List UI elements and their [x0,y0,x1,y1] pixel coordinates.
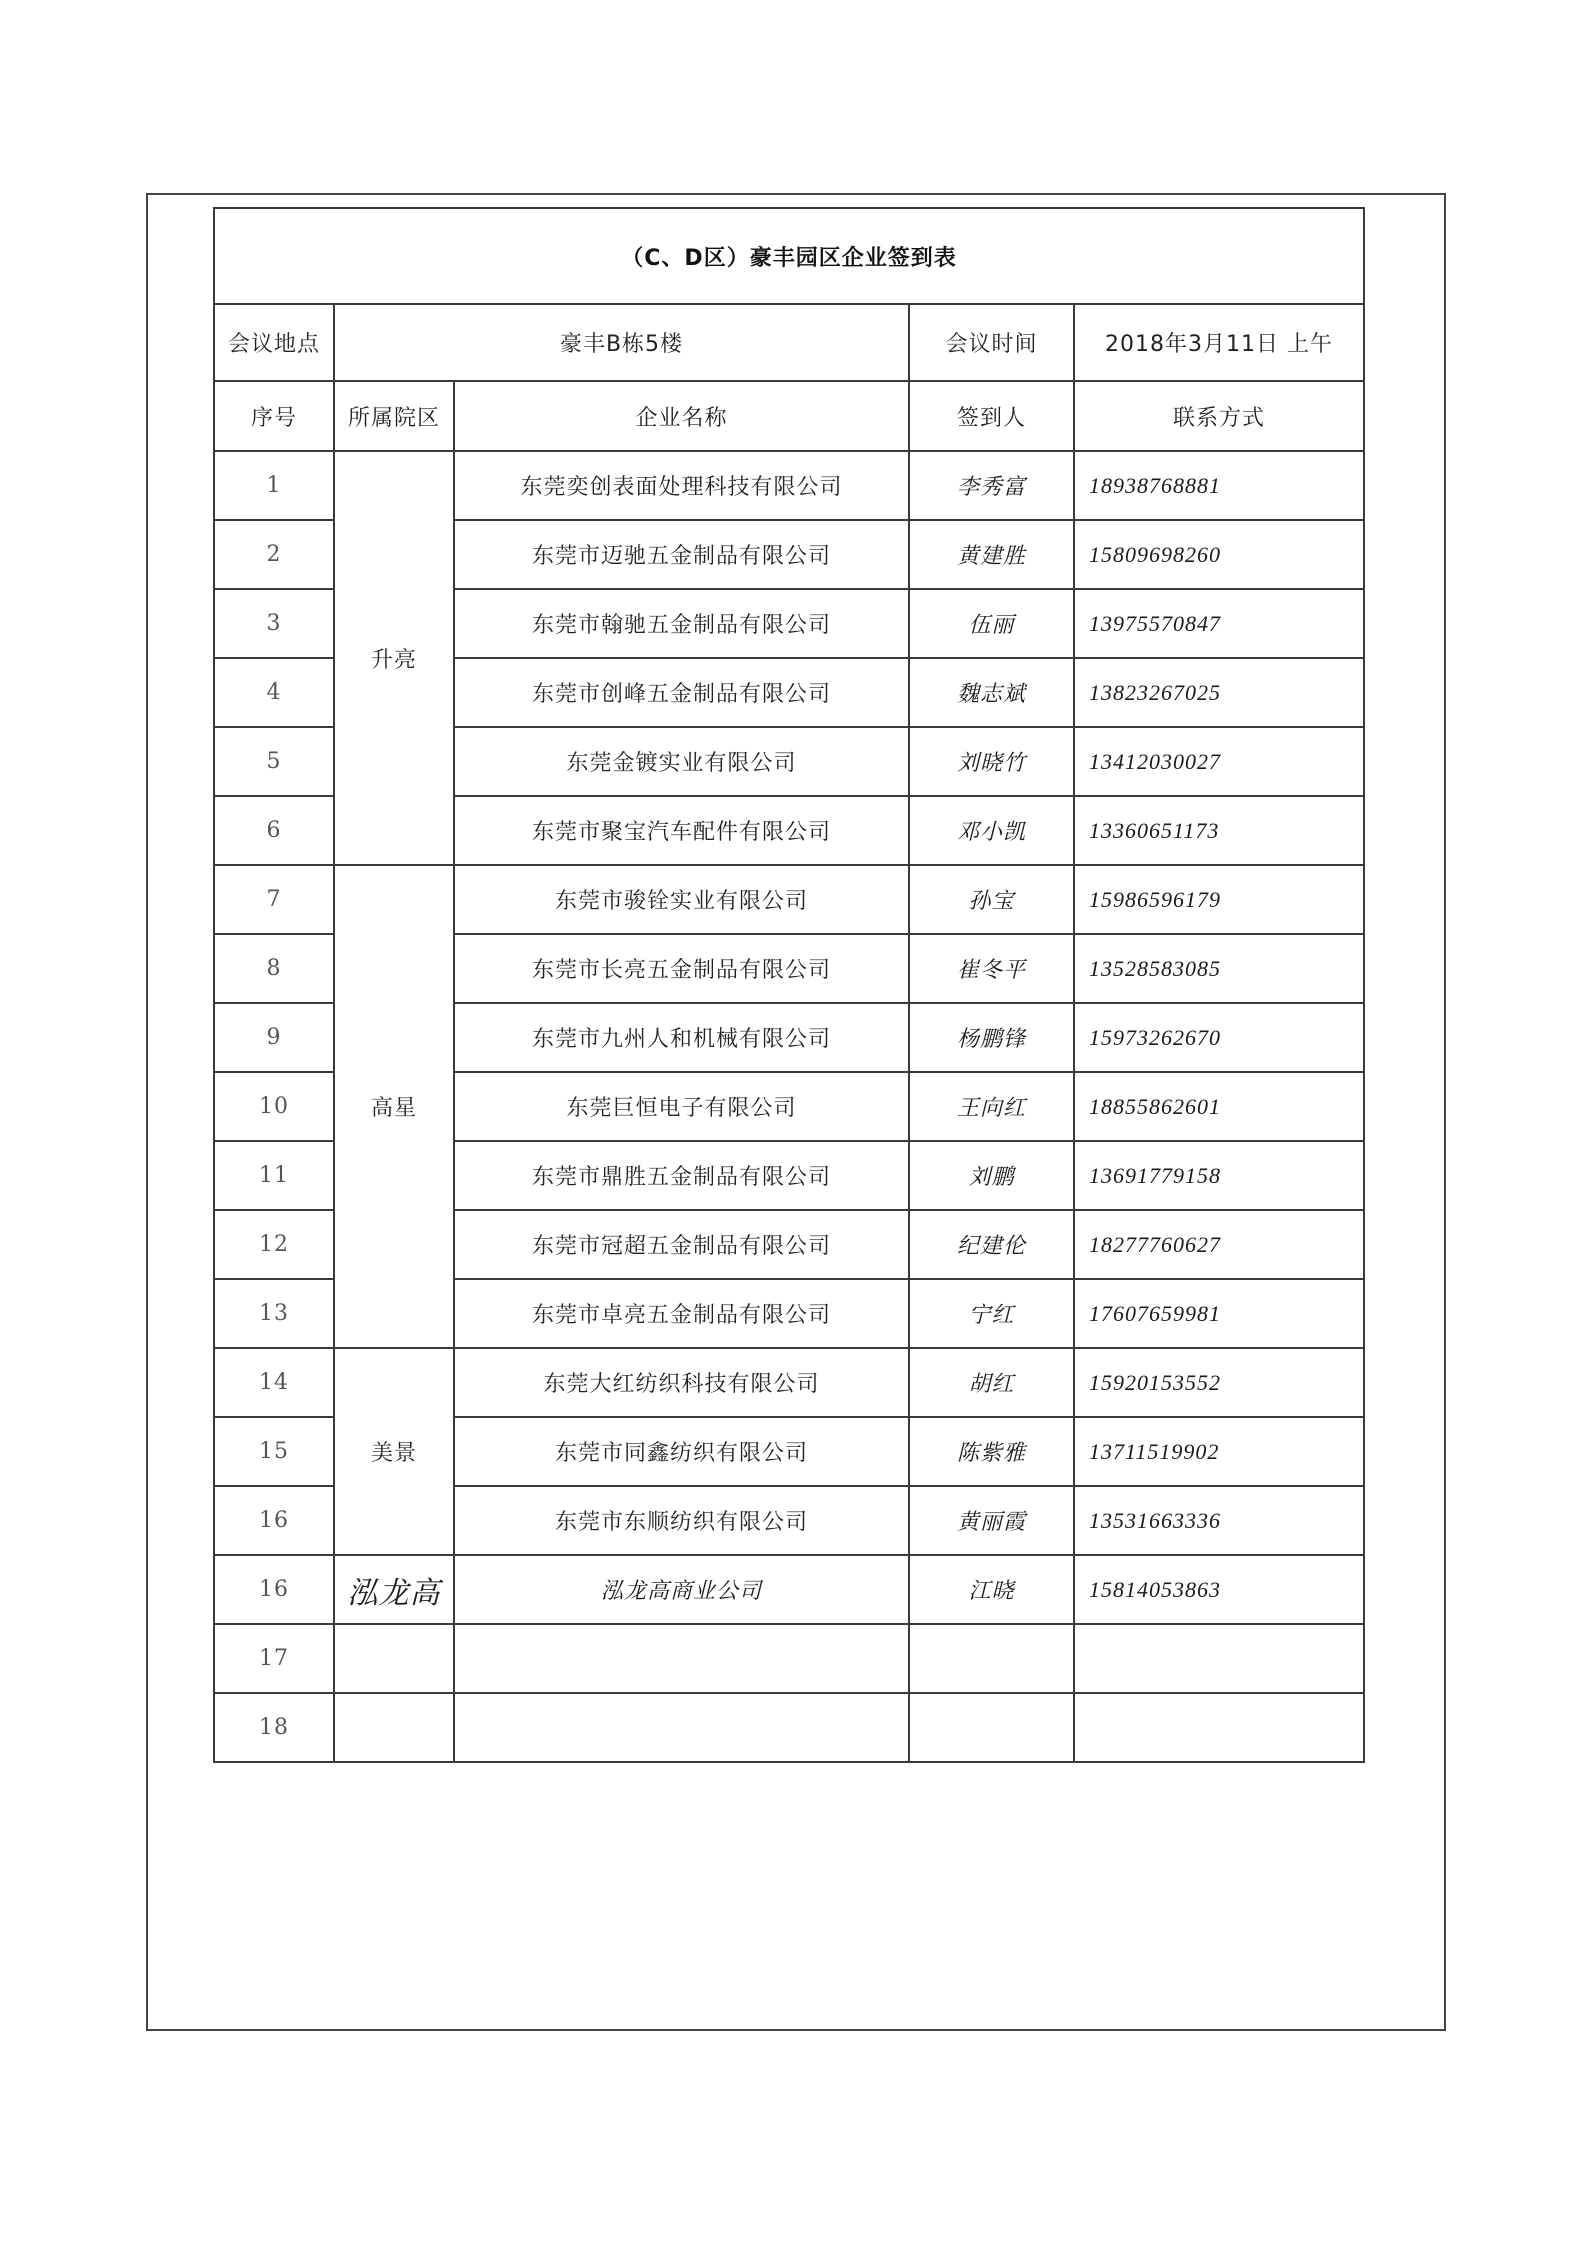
row-signer-signature: 胡红 [909,1348,1074,1417]
row-company: 东莞奕创表面处理科技有限公司 [454,451,909,520]
row-company: 东莞金镀实业有限公司 [454,727,909,796]
row-signer-signature: 杨鹏锋 [909,1003,1074,1072]
sheet-title: （C、D区）豪丰园区企业签到表 [214,208,1364,304]
row-signer-signature: 陈紫雅 [909,1417,1074,1486]
row-contact-handwritten: 13360651173 [1074,796,1364,865]
table-row [214,865,1364,934]
row-seq: 9 [214,1003,334,1072]
row-contact-handwritten: 13412030027 [1074,727,1364,796]
row-contact-handwritten: 15809698260 [1074,520,1364,589]
row-company: 东莞巨恒电子有限公司 [454,1072,909,1141]
row-seq: 16 [214,1486,334,1555]
row-seq: 18 [214,1693,334,1762]
table-row [214,1693,1364,1762]
row-signer-signature: 纪建伦 [909,1210,1074,1279]
row-signer [909,1624,1074,1693]
row-district-empty [334,1624,454,1693]
row-company: 东莞大红纺织科技有限公司 [454,1348,909,1417]
row-signer-signature: 伍丽 [909,589,1074,658]
table-row [214,451,1364,520]
header-company: 企业名称 [454,381,909,451]
row-company [454,1624,909,1693]
row-signer-signature: 宁红 [909,1279,1074,1348]
row-seq: 14 [214,1348,334,1417]
row-contact-handwritten: 13975570847 [1074,589,1364,658]
row-contact-handwritten: 13711519902 [1074,1417,1364,1486]
row-district-empty [334,1693,454,1762]
row-seq: 17 [214,1624,334,1693]
row-company: 东莞市东顺纺织有限公司 [454,1486,909,1555]
table-row [214,1624,1364,1693]
row-company: 东莞市骏铨实业有限公司 [454,865,909,934]
meeting-location-label: 会议地点 [214,304,334,381]
header-row [214,381,1364,451]
row-signer-signature: 王向红 [909,1072,1074,1141]
row-contact-handwritten: 18277760627 [1074,1210,1364,1279]
row-seq: 8 [214,934,334,1003]
row-seq: 15 [214,1417,334,1486]
row-company-handwritten: 泓龙高商业公司 [454,1555,909,1624]
row-seq: 5 [214,727,334,796]
row-contact-handwritten: 18938768881 [1074,451,1364,520]
row-signer-signature: 崔冬平 [909,934,1074,1003]
table-row [214,1555,1364,1624]
table-row [214,1348,1364,1417]
row-seq: 10 [214,1072,334,1141]
row-company [454,1693,909,1762]
row-seq: 11 [214,1141,334,1210]
row-contact-handwritten: 13823267025 [1074,658,1364,727]
row-contact-handwritten: 18855862601 [1074,1072,1364,1141]
header-district: 所属院区 [334,381,454,451]
row-seq: 3 [214,589,334,658]
meeting-time-label: 会议时间 [909,304,1074,381]
row-company: 东莞市九州人和机械有限公司 [454,1003,909,1072]
row-signer-signature: 邓小凯 [909,796,1074,865]
row-contact-handwritten: 13691779158 [1074,1141,1364,1210]
row-signer-signature: 李秀富 [909,451,1074,520]
meeting-time-value: 2018年3月11日 上午 [1074,304,1364,381]
row-signer-signature: 刘晓竹 [909,727,1074,796]
row-seq: 2 [214,520,334,589]
district-cell: 美景 [334,1348,454,1555]
row-contact-handwritten: 17607659981 [1074,1279,1364,1348]
row-company: 东莞市卓亮五金制品有限公司 [454,1279,909,1348]
meeting-info-row [214,304,1364,381]
row-contact [1074,1693,1364,1762]
row-seq: 7 [214,865,334,934]
row-contact-handwritten: 15973262670 [1074,1003,1364,1072]
row-seq: 13 [214,1279,334,1348]
row-contact-handwritten: 15920153552 [1074,1348,1364,1417]
district-cell: 升亮 [334,451,454,865]
header-signer: 签到人 [909,381,1074,451]
row-signer-signature: 江晓 [909,1555,1074,1624]
row-contact [1074,1624,1364,1693]
row-company: 东莞市同鑫纺织有限公司 [454,1417,909,1486]
row-signer-signature: 孙宝 [909,865,1074,934]
row-company: 东莞市翰驰五金制品有限公司 [454,589,909,658]
row-company: 东莞市迈驰五金制品有限公司 [454,520,909,589]
district-cell: 高星 [334,865,454,1348]
row-signer-signature: 黄丽霞 [909,1486,1074,1555]
header-contact: 联系方式 [1074,381,1364,451]
sign-in-sheet [213,207,1365,1763]
row-company: 东莞市冠超五金制品有限公司 [454,1210,909,1279]
row-contact-handwritten: 15814053863 [1074,1555,1364,1624]
row-signer-signature: 黄建胜 [909,520,1074,589]
row-seq: 6 [214,796,334,865]
row-seq: 1 [214,451,334,520]
row-contact-handwritten: 15986596179 [1074,865,1364,934]
row-seq: 4 [214,658,334,727]
row-seq: 12 [214,1210,334,1279]
header-seq: 序号 [214,381,334,451]
row-signer [909,1693,1074,1762]
row-signer-signature: 刘鹏 [909,1141,1074,1210]
row-seq: 16 [214,1555,334,1624]
row-contact-handwritten: 13531663336 [1074,1486,1364,1555]
row-company: 东莞市长亮五金制品有限公司 [454,934,909,1003]
row-contact-handwritten: 13528583085 [1074,934,1364,1003]
row-company: 东莞市创峰五金制品有限公司 [454,658,909,727]
row-signer-signature: 魏志斌 [909,658,1074,727]
row-company: 东莞市聚宝汽车配件有限公司 [454,796,909,865]
meeting-location-value: 豪丰B栋5楼 [334,304,909,381]
row-company: 东莞市鼎胜五金制品有限公司 [454,1141,909,1210]
row-district-handwritten: 泓龙高 [334,1555,454,1624]
